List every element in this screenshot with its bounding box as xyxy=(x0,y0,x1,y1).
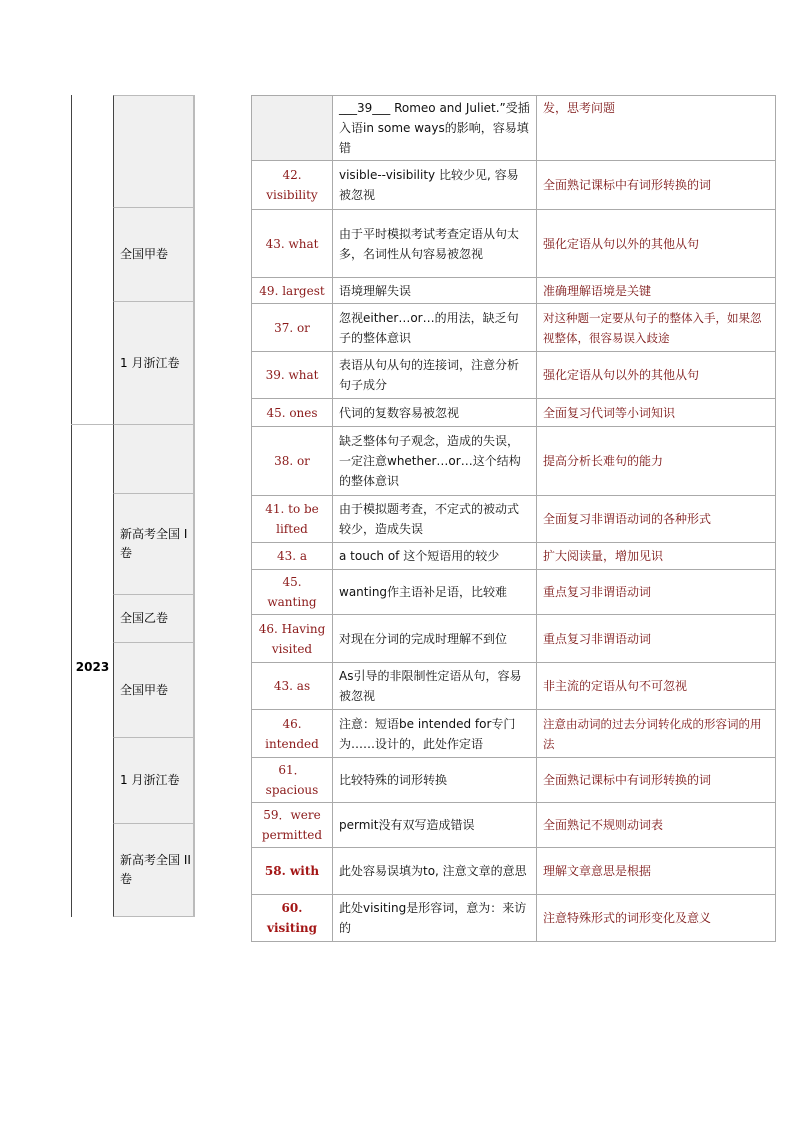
error-reason: 由于模拟题考查，不定式的被动式较少，造成失误 xyxy=(333,496,537,543)
study-advice: 注意由动词的过去分词转化成的形容词的用法 xyxy=(537,710,776,758)
empty-column xyxy=(194,95,251,917)
error-reason: 此处visiting是形容词，意为：来访的 xyxy=(333,895,537,942)
question-word: 59．were permitted xyxy=(252,803,333,848)
error-reason: 由于平时模拟考试考查定语从句太多，名词性从句容易被忽视 xyxy=(333,210,537,278)
question-word: 42. visibility xyxy=(252,161,333,210)
error-analysis-table xyxy=(251,95,776,942)
study-advice: 重点复习非谓语动词 xyxy=(537,615,776,663)
error-reason: visible--visibility 比较少见, 容易被忽视 xyxy=(333,161,537,210)
study-advice: 理解文章意思是根据 xyxy=(537,848,776,895)
question-word xyxy=(252,96,333,161)
study-advice: 全面复习非谓语动词的各种形式 xyxy=(537,496,776,543)
error-reason: 代词的复数容易被忽视 xyxy=(333,399,537,427)
question-word: 61．spacious xyxy=(252,758,333,803)
error-reason: 比较特殊的词形转换 xyxy=(333,758,537,803)
question-word: 46. Having visited xyxy=(252,615,333,663)
question-word: 43. a xyxy=(252,543,333,570)
study-advice: 注意特殊形式的词形变化及意义 xyxy=(537,895,776,942)
question-word: 60. visiting xyxy=(252,895,333,942)
study-advice: 扩大阅读量，增加见识 xyxy=(537,543,776,570)
study-advice: 对这种题一定要从句子的整体入手，如果忽视整体，很容易误入歧途 xyxy=(537,304,776,352)
paper-cell: 全国甲卷 xyxy=(113,207,194,301)
table-row xyxy=(252,304,776,352)
question-word: 58. with xyxy=(252,848,333,895)
question-word: 45. ones xyxy=(252,399,333,427)
table-row xyxy=(252,161,776,210)
table-row xyxy=(252,663,776,710)
error-reason: 注意：短语be intended for专门为……设计的，此处作定语 xyxy=(333,710,537,758)
table-row xyxy=(252,399,776,427)
paper-cell: 全国乙卷 xyxy=(113,594,194,642)
study-advice: 提高分析长难句的能力 xyxy=(537,427,776,496)
question-word: 43. what xyxy=(252,210,333,278)
paper-cell xyxy=(113,95,194,207)
error-reason: As引导的非限制性定语从句，容易被忽视 xyxy=(333,663,537,710)
table-row xyxy=(252,278,776,304)
error-reason: 忽视either…or…的用法，缺乏句子的整体意识 xyxy=(333,304,537,352)
table-row xyxy=(252,570,776,615)
paper-cell: 全国甲卷 xyxy=(113,642,194,737)
error-reason: permit没有双写造成错误 xyxy=(333,803,537,848)
error-reason: ___39___ Romeo and Juliet.”受插入语in some ways的影响，容易填错 xyxy=(333,96,537,161)
table-row xyxy=(252,210,776,278)
study-advice: 强化定语从句以外的其他从句 xyxy=(537,210,776,278)
error-reason: wanting作主语补足语，比较难 xyxy=(333,570,537,615)
error-reason: 表语从句从句的连接词，注意分析句子成分 xyxy=(333,352,537,399)
study-advice: 全面熟记不规则动词表 xyxy=(537,803,776,848)
table-row xyxy=(252,848,776,895)
error-reason: 此处容易误填为to, 注意文章的意思 xyxy=(333,848,537,895)
paper-cell: 1 月浙江卷 xyxy=(113,737,194,823)
table-row xyxy=(252,96,776,161)
table-row xyxy=(252,543,776,570)
question-word: 46. intended xyxy=(252,710,333,758)
question-word: 43. as xyxy=(252,663,333,710)
table-row xyxy=(252,352,776,399)
table-row xyxy=(252,710,776,758)
study-advice: 强化定语从句以外的其他从句 xyxy=(537,352,776,399)
question-word: 41. to be lifted xyxy=(252,496,333,543)
study-advice: 全面熟记课标中有词形转换的词 xyxy=(537,161,776,210)
question-word: 37. or xyxy=(252,304,333,352)
paper-cell: 新高考全国 II 卷 xyxy=(113,823,194,917)
table-row xyxy=(252,758,776,803)
table-row xyxy=(252,427,776,496)
table-row xyxy=(252,496,776,543)
paper-cell xyxy=(113,424,194,493)
question-word: 49. largest xyxy=(252,278,333,304)
year-divider xyxy=(71,424,114,425)
year-label: 2023 xyxy=(75,660,110,674)
error-reason: 缺乏整体句子观念，造成的失误，一定注意whether…or…这个结构的整体意识 xyxy=(333,427,537,496)
table-row xyxy=(252,615,776,663)
paper-cell: 新高考全国 I 卷 xyxy=(113,493,194,594)
study-advice: 非主流的定语从句不可忽视 xyxy=(537,663,776,710)
year-col-left-border xyxy=(71,95,72,917)
table-row xyxy=(252,803,776,848)
error-reason: 语境理解失误 xyxy=(333,278,537,304)
study-advice: 重点复习非谓语动词 xyxy=(537,570,776,615)
study-advice: 全面熟记课标中有词形转换的词 xyxy=(537,758,776,803)
study-advice: 准确理解语境是关键 xyxy=(537,278,776,304)
study-advice: 发，思考问题 xyxy=(537,96,776,161)
error-reason: a touch of 这个短语用的较少 xyxy=(333,543,537,570)
paper-cell: 1 月浙江卷 xyxy=(113,301,194,424)
table-row xyxy=(252,895,776,942)
question-word: 39. what xyxy=(252,352,333,399)
error-reason: 对现在分词的完成时理解不到位 xyxy=(333,615,537,663)
question-word: 38. or xyxy=(252,427,333,496)
study-advice: 全面复习代词等小词知识 xyxy=(537,399,776,427)
question-word: 45. wanting xyxy=(252,570,333,615)
